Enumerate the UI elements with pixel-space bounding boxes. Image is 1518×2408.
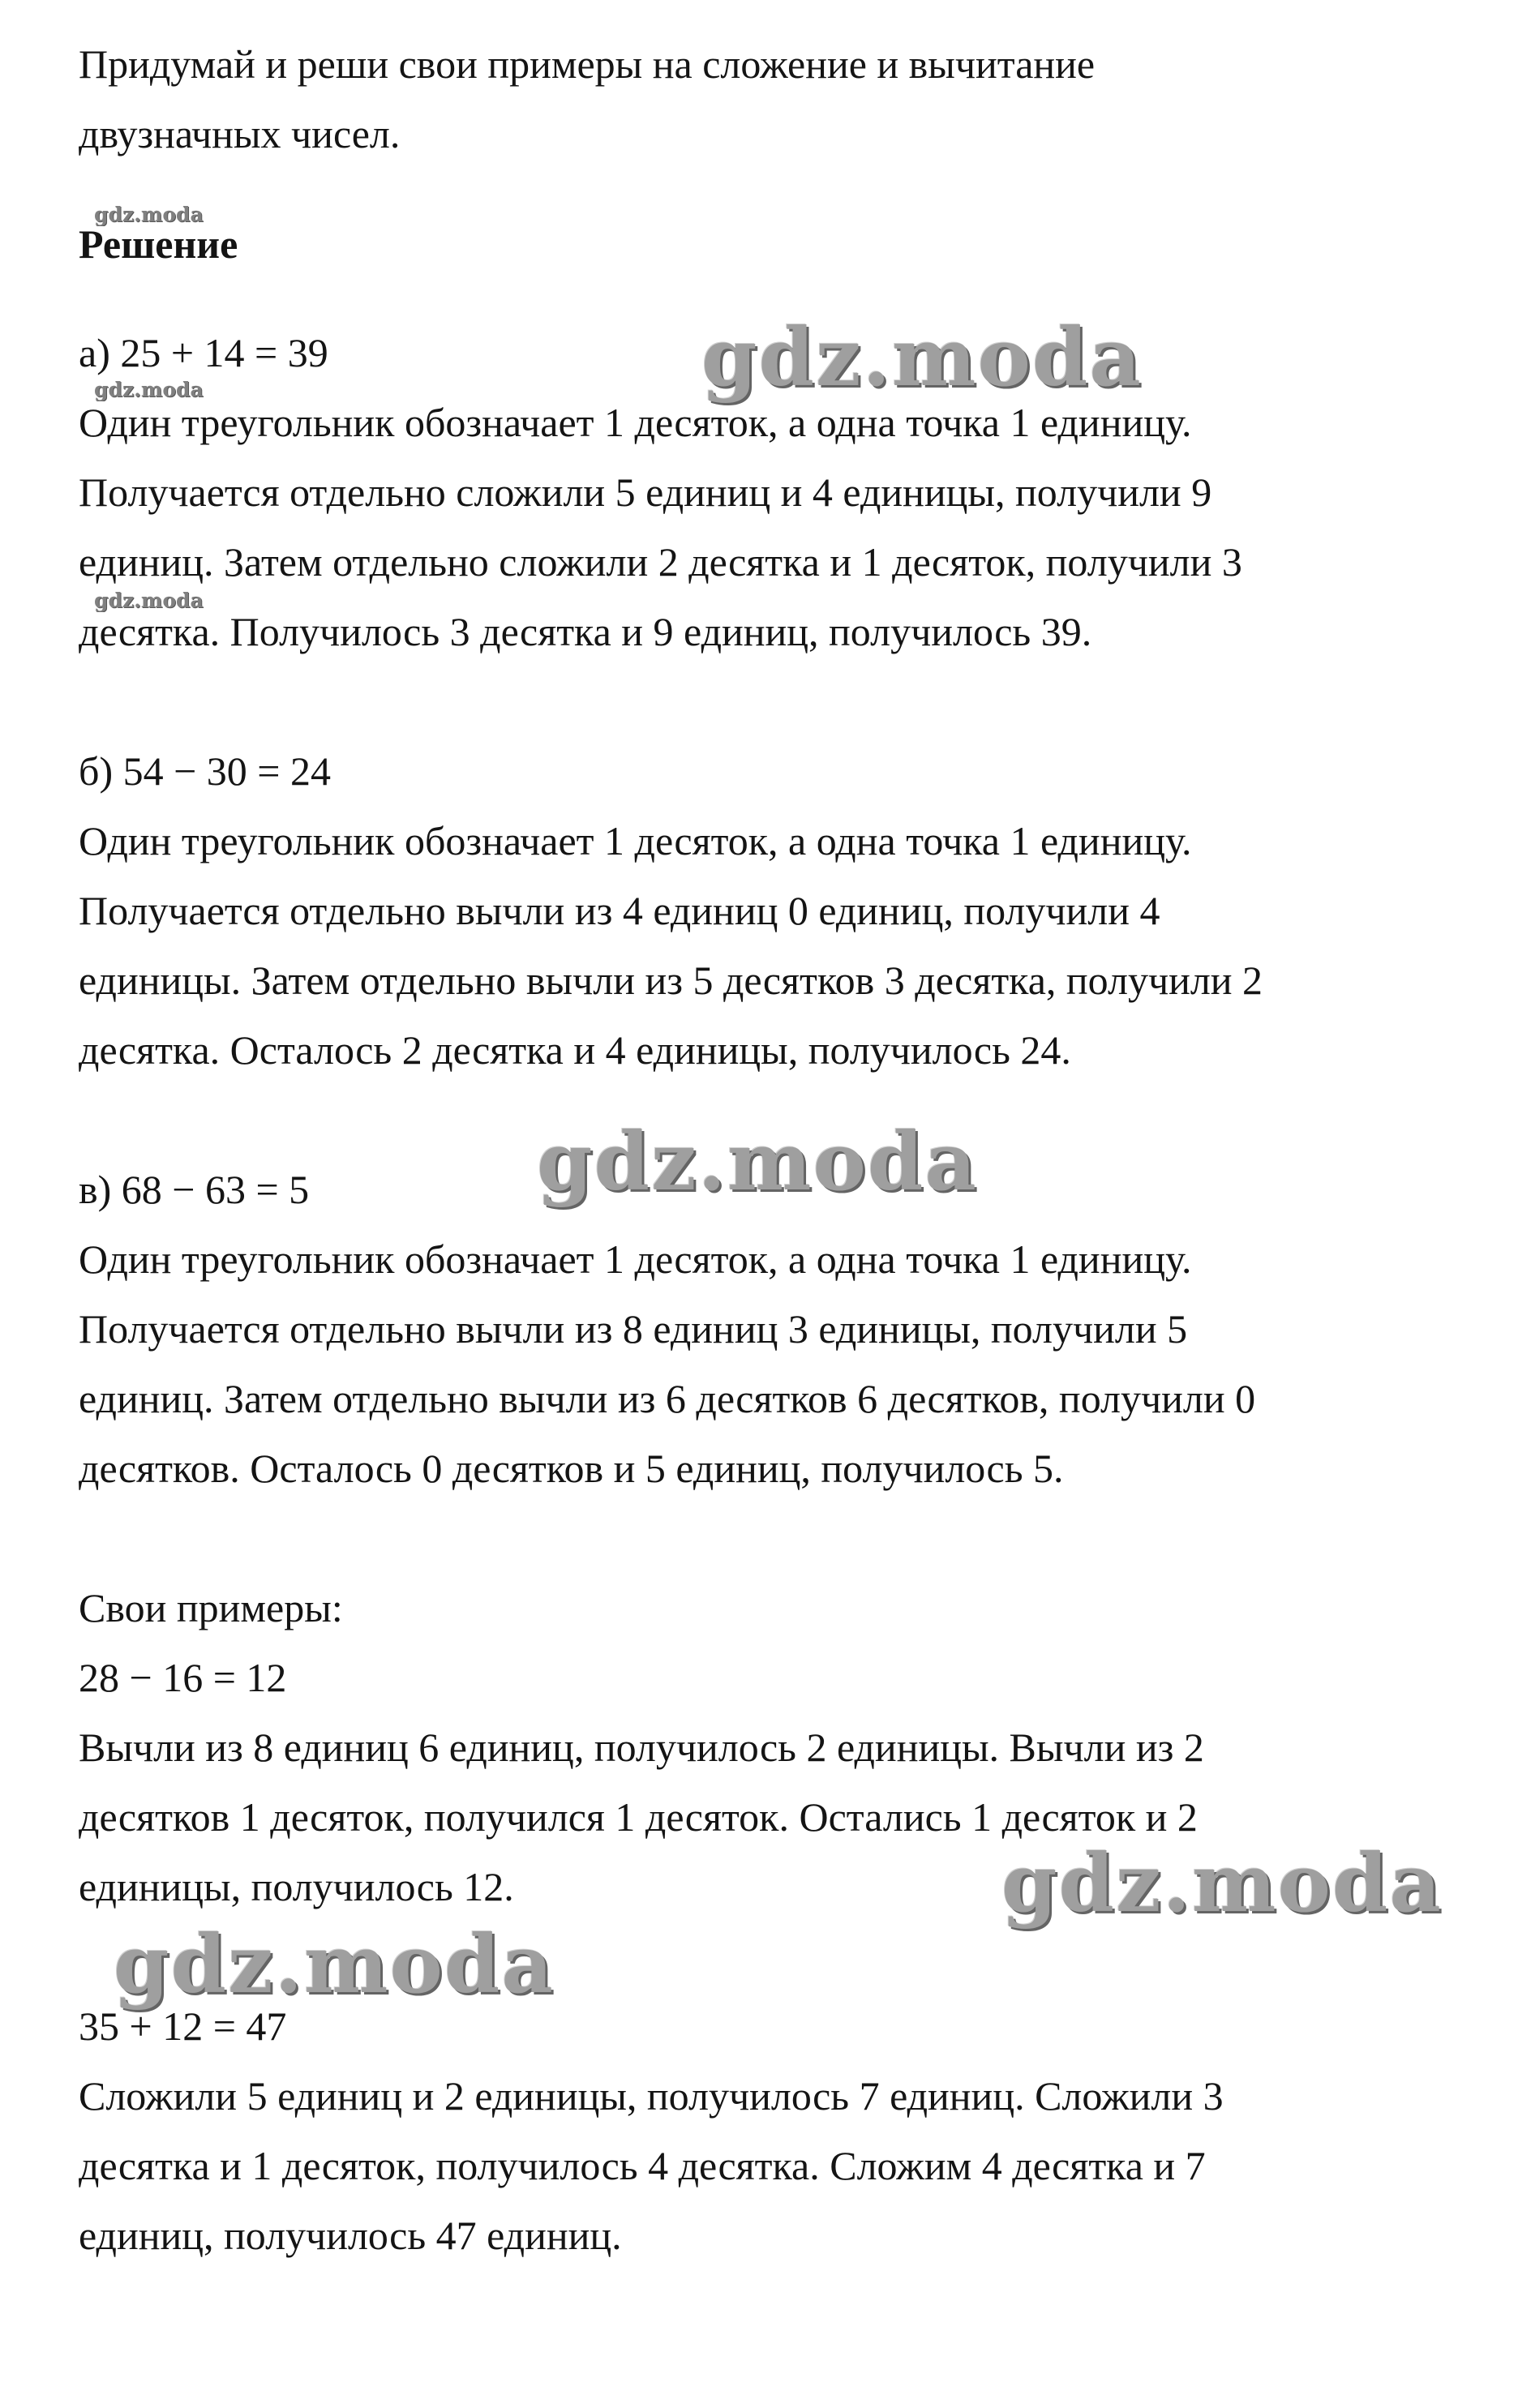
- part-v-line-2: Получается отдельно вычли из 8 единиц 3 единицы, получили 5: [79, 1306, 1188, 1352]
- part-a-line-4: десятка. Получилось 3 десятка и 9 единиц, получилось 39.: [79, 609, 1092, 654]
- example-2-line-1: Сложили 5 единиц и 2 единицы, получилось 7 единиц. Сложили 3: [79, 2073, 1224, 2119]
- part-a-line-2: Получается отдельно сложили 5 единиц и 4 единицы, получили 9: [79, 469, 1212, 515]
- example-1-line-3: единицы, получилось 12.: [79, 1864, 514, 1909]
- watermark-large: gdz.moda: [1001, 1837, 1443, 1930]
- watermark-large: gdz.moda: [537, 1116, 978, 1209]
- solution-heading: Решение: [79, 221, 238, 267]
- part-b-line-3: единицы. Затем отдельно вычли из 5 десятков 3 десятка, получили 2: [79, 958, 1263, 1003]
- watermark-small: gdz.moda: [94, 589, 204, 612]
- example-1-line-2: десятков 1 десяток, получился 1 десяток. Остались 1 десяток и 2: [79, 1794, 1198, 1840]
- part-a-equation: а) 25 + 14 = 39: [79, 330, 328, 375]
- part-v-line-3: единиц. Затем отдельно вычли из 6 десятков 6 десятков, получили 0: [79, 1376, 1256, 1421]
- task-line-1: Придумай и реши свои примеры на сложение и вычитание: [79, 41, 1096, 87]
- part-v-line-1: Один треугольник обозначает 1 десяток, а одна точка 1 единицу.: [79, 1236, 1192, 1282]
- watermark-large: gdz.moda: [114, 1918, 555, 2012]
- part-b-line-2: Получается отдельно вычли из 4 единиц 0 единиц, получили 4: [79, 888, 1160, 933]
- watermark-small: gdz.moda: [94, 203, 204, 226]
- part-v-line-4: десятков. Осталось 0 десятков и 5 единиц, получилось 5.: [79, 1446, 1064, 1491]
- own-examples-heading: Свои примеры:: [79, 1585, 343, 1630]
- example-1-equation: 28 − 16 = 12: [79, 1655, 287, 1700]
- example-1-line-1: Вычли из 8 единиц 6 единиц, получилось 2 единицы. Вычли из 2: [79, 1725, 1204, 1770]
- example-2-line-3: единиц, получилось 47 единиц.: [79, 2213, 622, 2258]
- task-line-2: двузначных чисел.: [79, 111, 401, 156]
- watermark-large: gdz.moda: [701, 311, 1143, 405]
- watermark-small: gdz.moda: [94, 378, 204, 401]
- part-b-line-1: Один треугольник обозначает 1 десяток, а одна точка 1 единицу.: [79, 818, 1192, 863]
- example-2-line-2: десятка и 1 десяток, получилось 4 десятка. Сложим 4 десятка и 7: [79, 2143, 1206, 2188]
- part-a-line-3: единиц. Затем отдельно сложили 2 десятка и 1 десяток, получили 3: [79, 539, 1242, 585]
- example-2-equation: 35 + 12 = 47: [79, 2003, 287, 2049]
- part-a-line-1: Один треугольник обозначает 1 десяток, а одна точка 1 единицу.: [79, 400, 1192, 445]
- part-b-line-4: десятка. Осталось 2 десятка и 4 единицы, получилось 24.: [79, 1027, 1071, 1073]
- part-v-equation: в) 68 − 63 = 5: [79, 1167, 310, 1212]
- part-b-equation: б) 54 − 30 = 24: [79, 748, 331, 794]
